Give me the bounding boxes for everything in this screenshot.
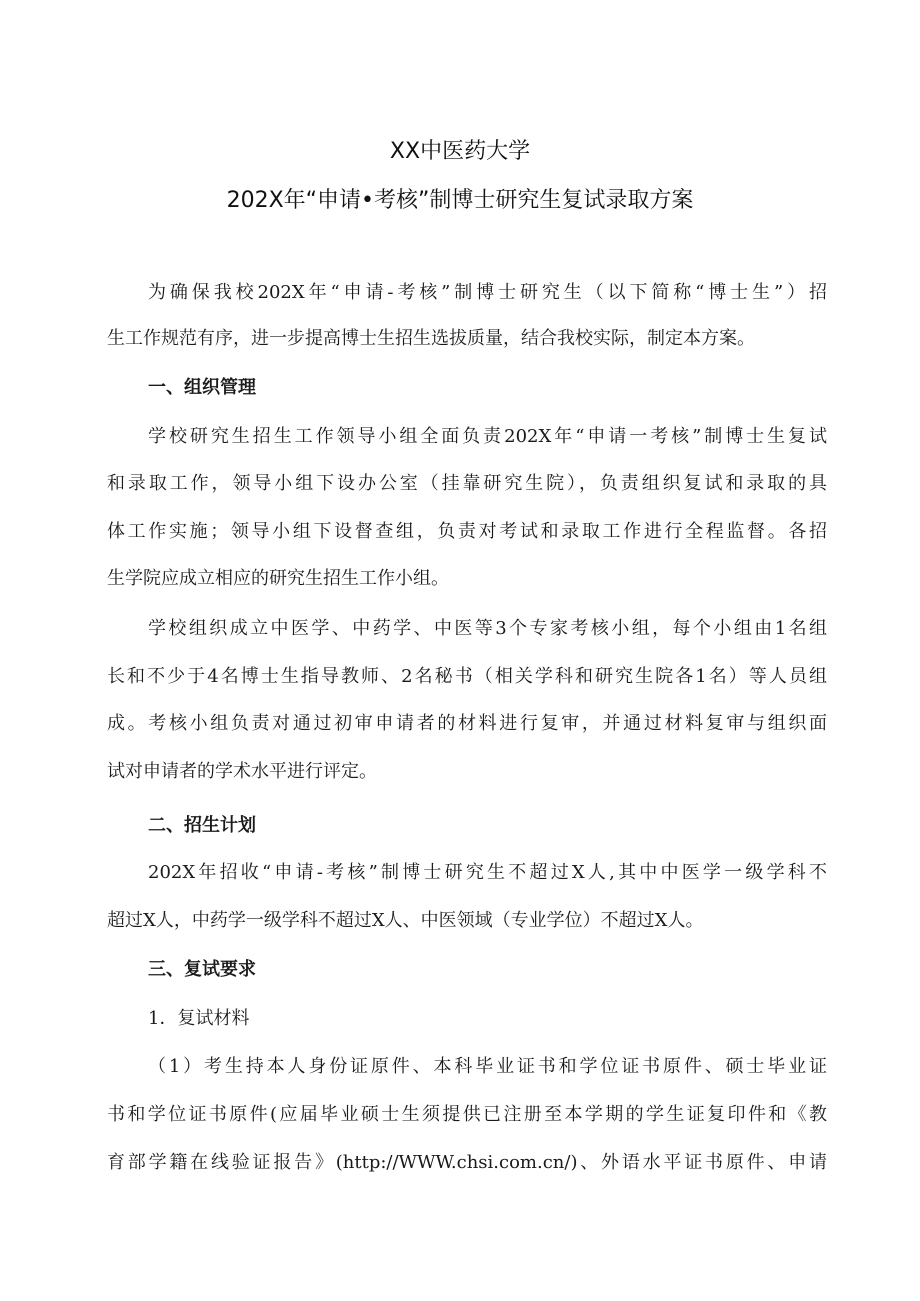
section-heading-retest-requirements: 三、复试要求 xyxy=(148,959,256,980)
document-title-school: XX中医药大学 xyxy=(389,139,531,164)
paragraph-line: 体工作实施；领导小组下设督查组，负责对考试和录取工作进行全程监督。各招 xyxy=(107,521,827,542)
document-title-plan: 202X年“申请•考核”制博士研究生复试录取方案 xyxy=(226,188,694,213)
paragraph-line: 育部学籍在线验证报告》(http://WWW.chsi.com.cn/)、外语水平证书原件、申请 xyxy=(107,1152,827,1173)
subsection-heading-retest-materials: 1．复试材料 xyxy=(148,1008,250,1029)
paragraph-line: 超过X人，中药学一级学科不超过X人、中医领域（专业学位）不超过X人。 xyxy=(107,910,704,931)
paragraph-line: 书和学位证书原件(应届毕业硕士生须提供已注册至本学期的学生证复印件和《教 xyxy=(107,1104,827,1125)
paragraph-line: 试对申请者的学术水平进行评定。 xyxy=(107,761,377,782)
paragraph-line: 和录取工作，领导小组下设办公室（挂靠研究生院），负责组织复试和录取的具 xyxy=(107,473,827,494)
paragraph-line: 生学院应成立相应的研究生招生工作小组。 xyxy=(107,568,449,589)
paragraph-line: 学校研究生招生工作领导小组全面负责202X年“申请一考核”制博士生复试 xyxy=(148,426,827,447)
paragraph-line: 长和不少于4名博士生指导教师、2名秘书（相关学科和研究生院各1名）等人员组 xyxy=(107,666,827,687)
intro-line: 生工作规范有序，进一步提高博士生招生选拔质量，结合我校实际，制定本方案。 xyxy=(107,328,755,349)
paragraph-line: 成。考核小组负责对通过初审申请者的材料进行复审，并通过材料复审与组织面 xyxy=(107,713,827,734)
section-heading-organization: 一、组织管理 xyxy=(148,377,256,398)
paragraph-line: 学校组织成立中医学、中药学、中医等3个专家考核小组，每个小组由1名组 xyxy=(148,618,827,639)
section-heading-enrollment-plan: 二、招生计划 xyxy=(148,815,256,836)
paragraph-line: （1）考生持本人身份证原件、本科毕业证书和学位证书原件、硕士毕业证 xyxy=(148,1056,827,1077)
intro-line: 为确保我校202X年“申请-考核”制博士研究生（以下简称“博士生”）招 xyxy=(148,282,827,303)
paragraph-line: 202X年招收“申请-考核”制博士研究生不超过X人,其中中医学一级学科不 xyxy=(148,862,827,883)
